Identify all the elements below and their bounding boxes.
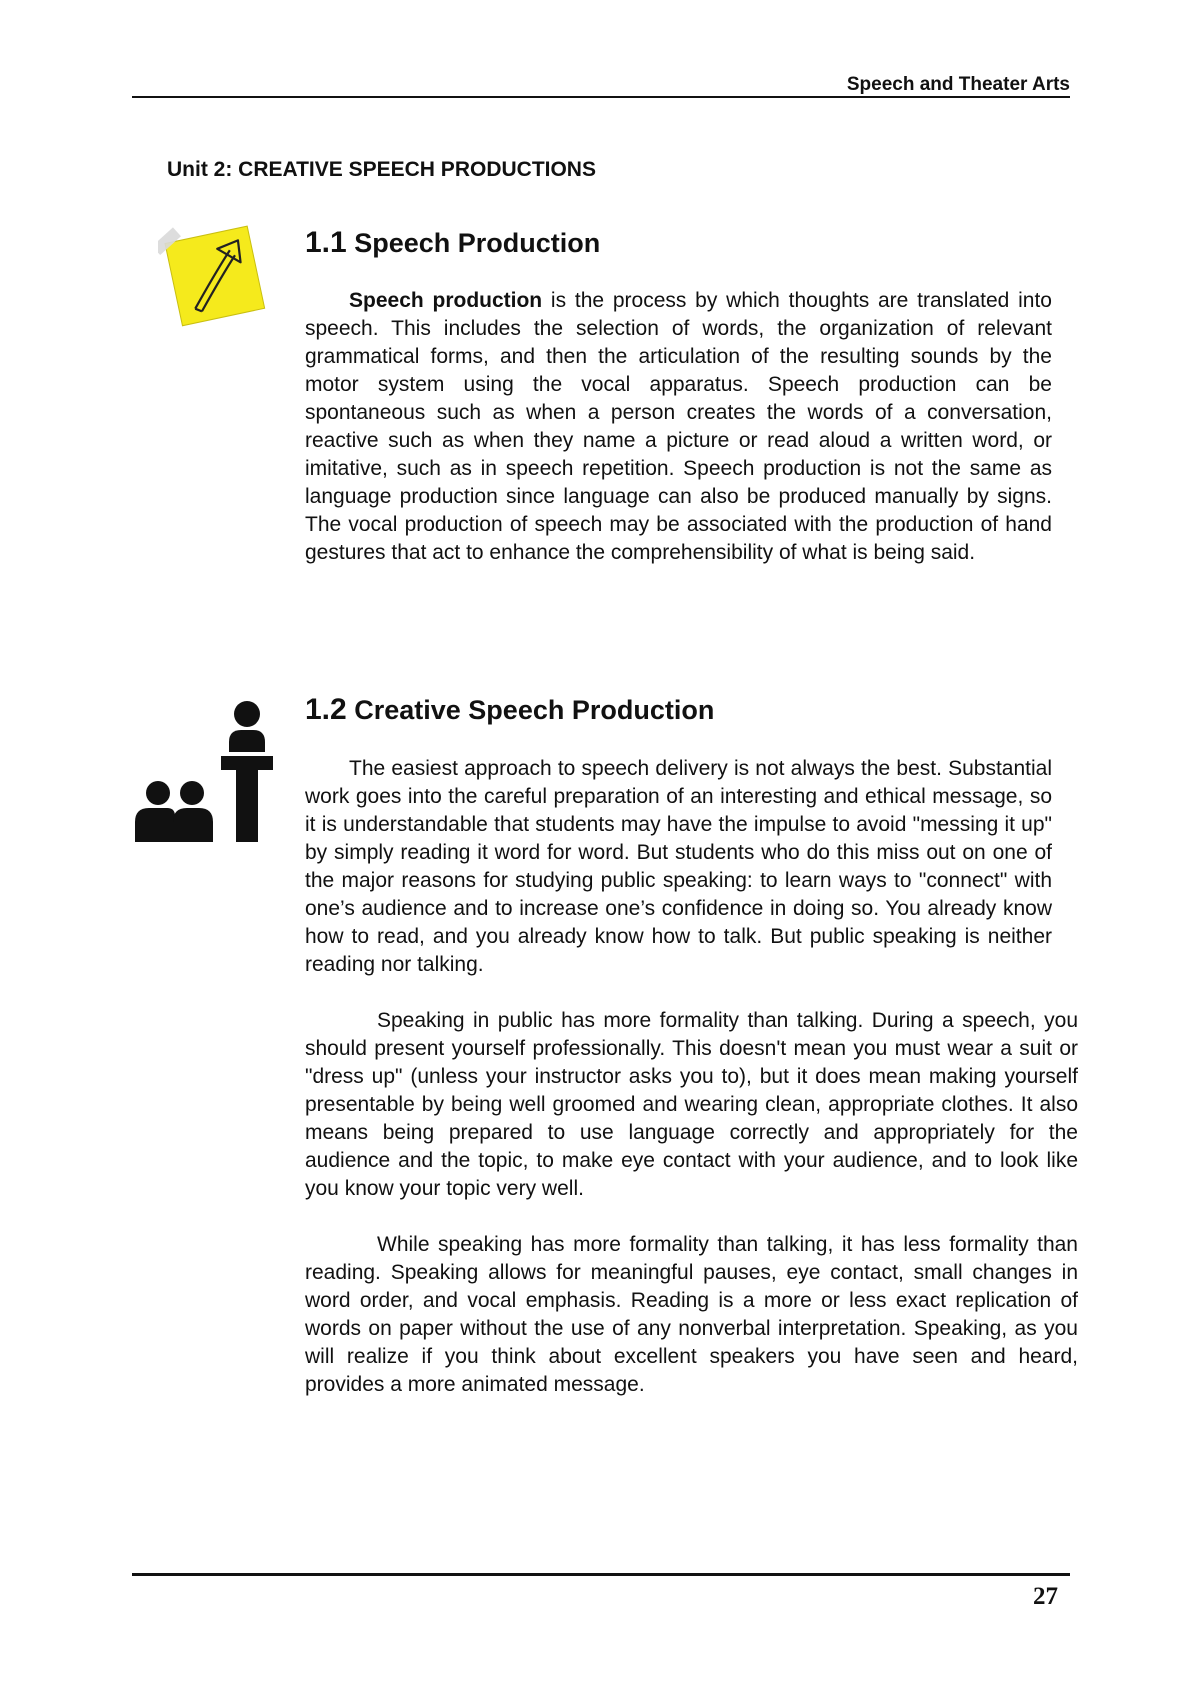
running-header: Speech and Theater Arts bbox=[846, 74, 1070, 95]
section-number: 1.1 bbox=[305, 226, 347, 259]
definition-text: is the process by which thoughts are translated into speech. This includes the selection of words, the organization of relevant grammatical forms, and then the articulation of the resulting sounds by the motor system using the vocal apparatus. Speech production can be spontaneous such as when a person creates the words of a conversation, reactive such as when they name a picture or read aloud a written word, or imitative, such as in speech repetition. Speech production is not the same as language production since language can also be produced manually by signs. The vocal production of speech may be associated with the production of hand gestures that act to enhance the comprehensibility of what is being said. bbox=[305, 289, 1052, 564]
section-number: 1.2 bbox=[305, 693, 347, 726]
page-number: 27 bbox=[1033, 1583, 1058, 1610]
section-title: Speech Production bbox=[354, 228, 601, 258]
term-speech-production: Speech production bbox=[349, 289, 543, 312]
paragraph-formality-than-reading: While speaking has more formality than talking, it has less formality than reading. Speaking allows for meaningful pauses, eye contact, small changes in word order, and vocal emphasis. Reading is a more or less exact replication of words on paper without the use of any nonverbal interpretation. Speaking, as you will realize if you think about excellent speakers you have seen and heard, provides a more animated message. bbox=[305, 1233, 1078, 1396]
paragraph-approach-to-delivery: The easiest approach to speech delivery is not always the best. Substantial work goes into the careful preparation of an interesting and ethical message, so it is understandable that students may have the impulse to avoid "messing it up" by simply reading it word for word. But students who do this miss out on one of the major reasons for studying public speaking: to learn ways to "connect" with one’s audience and to increase one’s confidence in doing so. You already know how to read, and you already know how to talk. But public speaking is neither reading nor talking. bbox=[305, 757, 1052, 976]
paragraph-formality-than-talking: Speaking in public has more formality than talking. During a speech, you should present yourself professionally. This doesn't mean you must wear a suit or "dress up" (unless your instructor asks you to), but it does mean making yourself presentable by being well groomed and wearing clean, appropriate clothes. It also means being prepared to use language correctly and appropriately for the audience and the topic, to make eye contact with your audience, and to look like you know your topic very well. bbox=[305, 1009, 1078, 1200]
speaker-audience-icon bbox=[135, 700, 283, 842]
footer-rule bbox=[132, 1573, 1070, 1576]
section-heading-creative-speech-production bbox=[305, 693, 714, 727]
sticky-note-arrow-icon bbox=[158, 216, 270, 328]
header-rule bbox=[132, 96, 1070, 98]
section-heading-speech-production bbox=[305, 226, 600, 260]
unit-title: Unit 2: CREATIVE SPEECH PRODUCTIONS bbox=[167, 158, 596, 181]
section-title: Creative Speech Production bbox=[354, 695, 715, 725]
paragraph-speech-production bbox=[305, 287, 1052, 567]
